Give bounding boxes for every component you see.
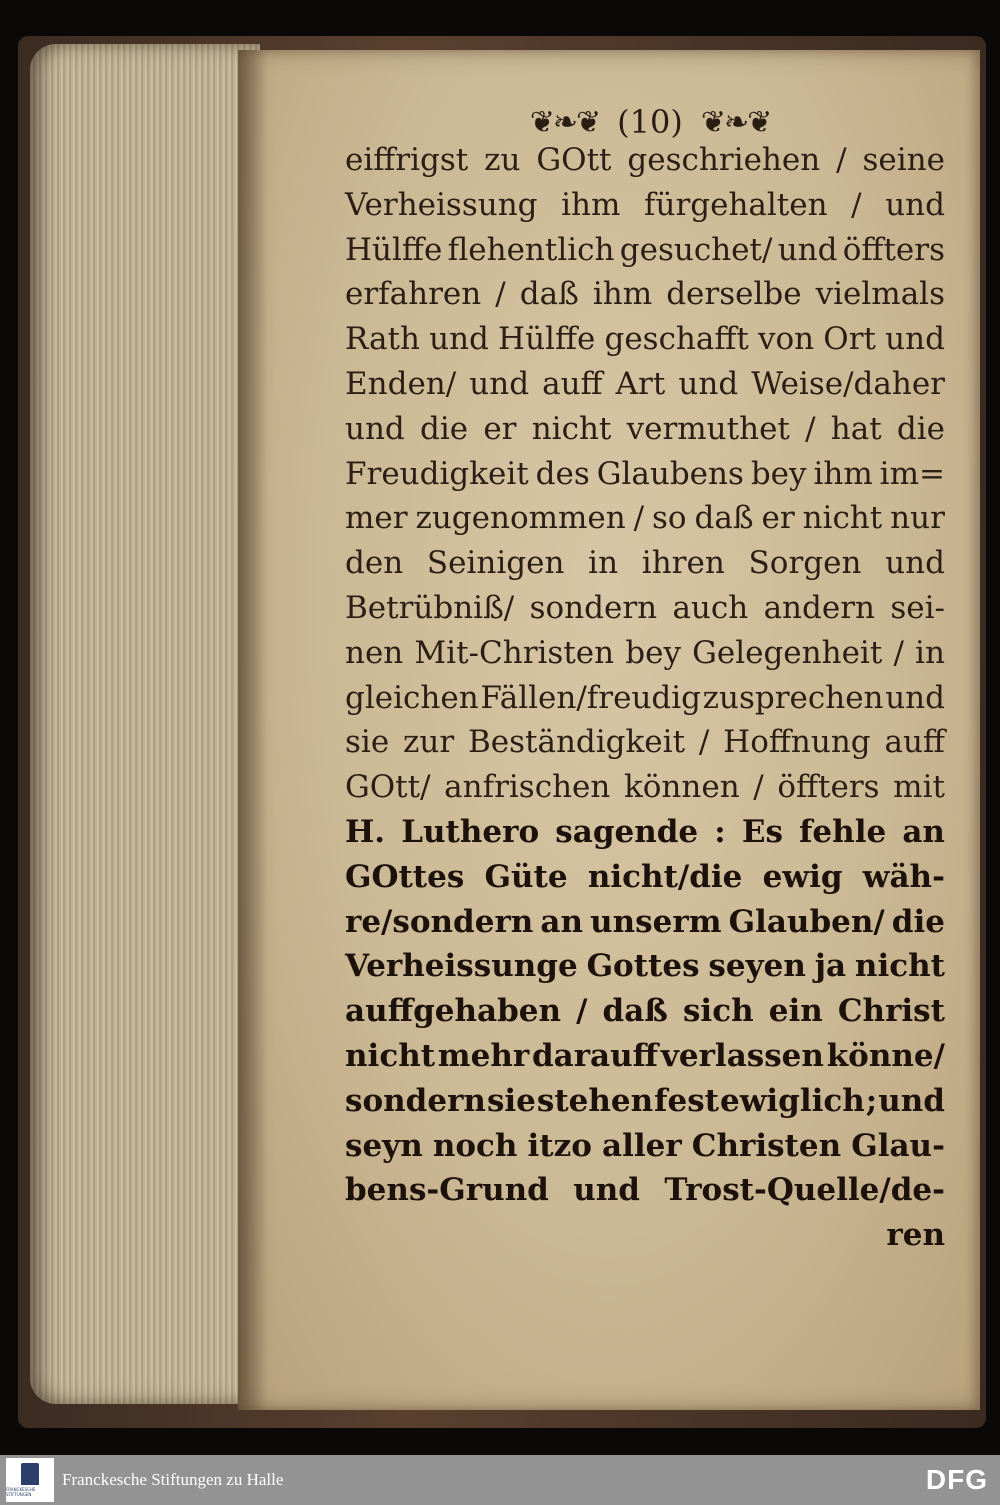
text-line: Verheissung ihm fürgehalten / und [345, 186, 945, 223]
text-line: nicht mehr darauff verlassen könne/ [345, 1037, 945, 1074]
text-line: re/sondern an unserm Glauben/ die [345, 903, 945, 940]
text-line: Verheissunge Gottes seyen ja nicht [345, 948, 945, 985]
text-line: H. Luthero sagende : Es fehle an [345, 813, 945, 850]
text-line: nen Mit-Christen bey Gelegenheit / in [345, 634, 945, 671]
text-line: mer zugenommen / so daß er nicht nur [345, 500, 945, 537]
franckesche-logo[interactable] [6, 1458, 54, 1502]
page-text [345, 138, 945, 1258]
page-edges [30, 44, 260, 1404]
catchword: ren [886, 1217, 945, 1254]
emblem-icon [21, 1463, 39, 1485]
dfg-logo[interactable]: DFG [925, 1464, 988, 1495]
text-line: Hülffe flehentlich gesuchet/ und öffters [345, 231, 945, 268]
text-line: seyn noch itzo aller Christen Glau- [345, 1127, 945, 1164]
text-line: eiffrigst zu GOtt geschriehen / seine [345, 142, 945, 178]
ornament-right-icon: ❦❧❦ [700, 104, 771, 140]
text-line: sie zur Beständigkeit / Hoffnung auff [345, 724, 945, 761]
text-line: erfahren / daß ihm derselbe vielmals [345, 276, 945, 313]
page-gutter [238, 50, 268, 1410]
text-line: sondern sie stehen fest ewiglich ; und [345, 1082, 945, 1119]
institution-name[interactable]: Franckesche Stiftungen zu Halle [62, 1470, 284, 1489]
ornament-left-icon: ❦❧❦ [529, 104, 600, 140]
text-line: Enden/ und auff Art und Weise/daher [345, 365, 945, 402]
text-line: auffgehaben / daß sich ein Christ [345, 993, 945, 1030]
text-line: Betrübniß/ sondern auch andern sei- [345, 589, 945, 626]
text-line: bens-Grund und Trost-Quelle/de- [345, 1172, 945, 1209]
text-line: Freudigkeit des Glaubens bey ihm im= [345, 455, 945, 492]
footer-bar [0, 1455, 1000, 1505]
text-line: Rath und Hülffe geschafft von Ort und [345, 321, 945, 358]
page-number: (10) [617, 103, 683, 141]
text-line: gleichen Fällen/freudig zusprechen und [345, 679, 945, 716]
logo-text: FRANCKESCHE STIFTUNGEN [6, 1487, 36, 1497]
text-line: GOtt/ anfrischen können / öffters mit [345, 769, 945, 806]
text-line: den Seinigen in ihren Sorgen und [345, 545, 945, 582]
text-line: GOttes Güte nicht/die ewig wäh- [345, 858, 945, 895]
text-line: und die er nicht vermuthet / hat die [345, 410, 945, 447]
